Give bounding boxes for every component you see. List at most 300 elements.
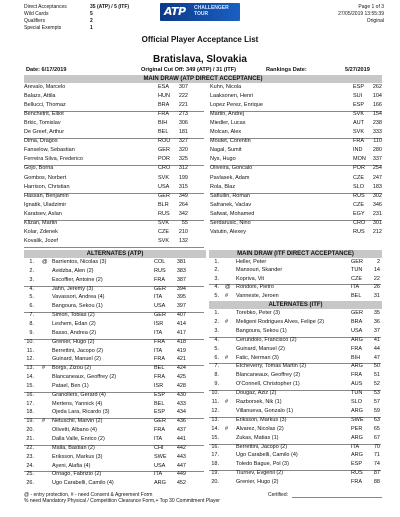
header-left bbox=[24, 4, 129, 32]
player-rank: 273 bbox=[178, 111, 188, 118]
player-row bbox=[210, 229, 382, 236]
player-name: Molcan, Alex bbox=[210, 129, 242, 136]
player-name: Tiurnev, Evgenii (2) bbox=[236, 470, 284, 477]
player-row bbox=[24, 383, 204, 390]
player-country: CZE bbox=[158, 228, 169, 235]
player-country: BIH bbox=[351, 354, 361, 361]
player-name: Avidzba, Alen (2) bbox=[52, 267, 94, 274]
player-name: Gombos, Norbert bbox=[24, 174, 67, 181]
player-row bbox=[24, 286, 204, 293]
player-country: ESP bbox=[154, 391, 166, 398]
player-row bbox=[24, 401, 204, 408]
player-country: FRA bbox=[154, 374, 165, 381]
player-row bbox=[24, 259, 204, 266]
list-title: Official Player Acceptance List bbox=[141, 35, 259, 44]
player-row bbox=[210, 202, 382, 209]
entry-number: 18. bbox=[211, 461, 219, 468]
player-name: Barrientos, Nicolas (3) bbox=[52, 259, 107, 265]
player-name: Eriksson, Markus (3) bbox=[236, 416, 287, 423]
player-country: SWE bbox=[154, 453, 167, 460]
player-country: ESP bbox=[353, 102, 365, 109]
player-row bbox=[24, 480, 204, 487]
player-name: Karatsev, Aslan bbox=[24, 210, 62, 217]
entry-number: 2. bbox=[29, 267, 34, 274]
player-name: De Greef, Arthur bbox=[24, 129, 65, 136]
entry-number: 2. bbox=[214, 318, 219, 325]
player-rank: 87 bbox=[373, 470, 380, 477]
player-rank: 419 bbox=[176, 347, 186, 354]
certified-signature-line bbox=[292, 497, 382, 498]
entry-number: 8. bbox=[29, 320, 34, 327]
player-country: GER bbox=[351, 259, 363, 265]
entry-number: 11. bbox=[26, 347, 34, 354]
player-rank: 421 bbox=[176, 356, 186, 363]
player-country: BRA bbox=[351, 318, 363, 325]
player-rank: 14 bbox=[373, 267, 380, 274]
player-name: Nagal, Sumit bbox=[210, 147, 242, 154]
player-rank: 434 bbox=[176, 409, 186, 416]
entry-number: 6. bbox=[29, 303, 34, 310]
player-name: Blancaneaux, Geoffrey (2) bbox=[236, 372, 301, 379]
player-rank: 247 bbox=[372, 174, 382, 181]
player-name: Safiullin, Roman bbox=[210, 192, 251, 199]
player-name: Bangoura, Sekou (1) bbox=[236, 327, 287, 334]
entry-number: 5. bbox=[29, 294, 34, 301]
player-name: Toledo Bague, Pol (3) bbox=[236, 461, 289, 468]
player-rank: 70 bbox=[373, 443, 380, 450]
player-rank: 337 bbox=[372, 156, 382, 163]
rankings-date-label: Rankings Date: bbox=[266, 67, 307, 73]
player-rank: 387 bbox=[176, 276, 186, 283]
player-name: Leshem, Edan (2) bbox=[52, 320, 96, 327]
player-rank: 407 bbox=[176, 312, 186, 319]
header-line-value: 1 bbox=[90, 25, 93, 31]
entry-number: 22. bbox=[26, 444, 34, 451]
player-name: Bellucci, Thomaz bbox=[24, 102, 66, 109]
player-country: BEL bbox=[154, 400, 165, 407]
player-country: ESP bbox=[351, 461, 363, 468]
player-rank: 333 bbox=[372, 129, 382, 136]
entry-number: 13. bbox=[26, 365, 34, 372]
player-row bbox=[209, 417, 381, 424]
player-name: Lopez Perez, Enrique bbox=[210, 102, 263, 109]
player-country: ARG bbox=[351, 336, 363, 343]
player-country: BRA bbox=[158, 102, 170, 109]
player-row bbox=[209, 363, 381, 370]
player-row bbox=[24, 184, 204, 191]
player-country: GER bbox=[158, 192, 170, 199]
player-name: Pavlasek, Adam bbox=[210, 174, 250, 181]
player-row bbox=[24, 193, 204, 200]
player-rank: 443 bbox=[176, 453, 186, 460]
player-name: Safwat, Mohamed bbox=[210, 210, 255, 217]
logo-mark: ATP bbox=[164, 5, 186, 18]
player-country: BEL bbox=[158, 129, 169, 136]
player-country: COL bbox=[154, 259, 166, 265]
player-country: IND bbox=[353, 147, 363, 154]
player-row bbox=[24, 418, 204, 425]
player-row bbox=[24, 339, 204, 346]
player-row bbox=[24, 454, 204, 461]
player-rank: 222 bbox=[178, 93, 188, 100]
player-row bbox=[209, 259, 381, 266]
player-name: Fanselow, Sebastian bbox=[24, 147, 75, 154]
player-row bbox=[24, 365, 204, 372]
entry-number: 17. bbox=[211, 452, 219, 459]
header-line-value: 5 bbox=[90, 11, 93, 17]
player-country: GER bbox=[158, 147, 170, 154]
player-row bbox=[209, 408, 381, 415]
player-row bbox=[209, 452, 381, 459]
entry-number: 19. bbox=[211, 470, 219, 477]
entry-number: 11. bbox=[211, 399, 219, 405]
player-row bbox=[209, 328, 381, 335]
player-rank: 449 bbox=[176, 471, 186, 478]
player-rank: 59 bbox=[373, 407, 380, 414]
player-name: Guinard, Manuel (2) bbox=[52, 356, 101, 363]
player-name: Dalla Valle, Enrico (2) bbox=[52, 436, 105, 442]
player-row bbox=[209, 461, 381, 468]
player-rank: 88 bbox=[373, 479, 380, 486]
player-row bbox=[24, 463, 204, 470]
player-country: USA bbox=[351, 327, 363, 334]
header-line-label: Direct Acceptances bbox=[24, 4, 67, 10]
player-rank: 52 bbox=[373, 381, 380, 388]
player-row bbox=[24, 229, 204, 236]
player-row bbox=[209, 337, 381, 344]
player-name: Blancaneaux, Geoffrey (2) bbox=[52, 374, 117, 381]
header-line-label: Special Exempts bbox=[24, 25, 62, 31]
entry-number: 4. bbox=[214, 284, 219, 291]
player-country: RUS bbox=[351, 470, 363, 477]
player-row bbox=[209, 426, 381, 433]
logo-text: CHALLENGER TOUR bbox=[194, 5, 229, 17]
player-rank: 51 bbox=[373, 372, 380, 379]
player-name: Serdarusic, Nino bbox=[210, 219, 251, 226]
player-country: ARG bbox=[351, 407, 363, 414]
player-rank: 327 bbox=[178, 138, 188, 145]
player-name: Fatic, Nerman (3) bbox=[236, 354, 279, 361]
player-rank: 67 bbox=[373, 434, 380, 441]
main-draw-header: MAIN DRAW (ATP DIRECT ACCEPTANCE) bbox=[24, 75, 382, 83]
player-name: Kolar, Zdenek bbox=[24, 228, 58, 235]
rankings-date: 5/27/2019 bbox=[345, 67, 370, 73]
player-name: Mertens, Yannick (4) bbox=[52, 400, 103, 407]
entry-number: 10. bbox=[211, 390, 219, 397]
player-row bbox=[24, 84, 204, 91]
entry-number: 5. bbox=[214, 292, 219, 299]
entry-flag: @ bbox=[225, 284, 231, 291]
player-country: CRO bbox=[158, 165, 171, 172]
player-name: Basso, Andrea (2) bbox=[52, 329, 97, 336]
player-country: TUN bbox=[351, 390, 363, 397]
player-row bbox=[209, 346, 381, 353]
player-country: HUN bbox=[158, 93, 170, 100]
player-rank: 346 bbox=[372, 201, 382, 208]
player-country: FRA bbox=[154, 356, 165, 363]
player-country: ITA bbox=[154, 347, 163, 354]
player-rank: 428 bbox=[176, 382, 186, 389]
player-rank: 154 bbox=[372, 111, 382, 118]
player-rank: 437 bbox=[176, 427, 186, 434]
player-name: Ferreira Silva, Frederico bbox=[24, 156, 83, 163]
player-rank: 231 bbox=[372, 210, 382, 217]
player-country: ESP bbox=[154, 409, 166, 416]
player-name: Alvarez, Nicolas (2) bbox=[236, 425, 284, 432]
entry-number: 1. bbox=[214, 310, 219, 316]
player-row bbox=[209, 435, 381, 442]
player-row bbox=[209, 284, 381, 291]
player-country: EGY bbox=[353, 210, 365, 217]
player-country: ITA bbox=[154, 294, 163, 301]
player-rank: 414 bbox=[176, 320, 186, 327]
player-country: MON bbox=[353, 156, 366, 163]
player-row bbox=[209, 355, 381, 362]
player-rank: 436 bbox=[176, 418, 186, 425]
player-country: ITA bbox=[154, 471, 163, 478]
page-number: Page 1 of 3 bbox=[358, 4, 384, 10]
player-row bbox=[24, 102, 204, 109]
player-rank: 349 bbox=[178, 192, 188, 199]
player-name: Borgs, Zizou (2) bbox=[52, 365, 92, 372]
player-name: Nys, Hugo bbox=[210, 156, 236, 163]
player-row bbox=[24, 348, 204, 355]
player-name: Kopriva, Vit bbox=[236, 275, 265, 282]
player-row bbox=[24, 356, 204, 363]
player-country: FRA bbox=[353, 138, 364, 145]
player-country: RUS bbox=[353, 228, 365, 235]
player-rank: 342 bbox=[178, 210, 188, 217]
player-rank: 22 bbox=[373, 275, 380, 282]
player-rank: 31 bbox=[373, 292, 380, 299]
footer-note-1: @ - entry protection, # - need Consent & Agreement Form bbox=[24, 492, 153, 498]
entry-number: 7. bbox=[29, 312, 34, 319]
player-name: O'Connell, Christopher (1) bbox=[236, 381, 300, 388]
player-country: GER bbox=[154, 312, 166, 319]
player-country: RUS bbox=[154, 267, 166, 274]
player-name: Grenier, Hugo (2) bbox=[236, 479, 279, 486]
entry-number: 24. bbox=[26, 462, 34, 469]
entry-number: 4. bbox=[29, 285, 34, 292]
entry-number: 10. bbox=[26, 338, 34, 345]
player-rank: 2 bbox=[376, 259, 380, 265]
player-country: BEL bbox=[351, 292, 362, 299]
player-country: CZE bbox=[351, 275, 362, 282]
player-rank: 394 bbox=[176, 285, 186, 292]
player-country: SUI bbox=[353, 93, 363, 100]
entry-number: 16. bbox=[211, 443, 219, 450]
player-rank: 210 bbox=[178, 228, 188, 235]
player-name: Martin, Andrej bbox=[210, 111, 244, 118]
player-country: USA bbox=[158, 183, 170, 190]
player-rank: 238 bbox=[372, 120, 382, 127]
entry-flag: # bbox=[225, 354, 229, 361]
player-rank: 63 bbox=[373, 416, 380, 423]
player-rank: 50 bbox=[373, 363, 380, 370]
entry-number: 1. bbox=[29, 259, 34, 265]
alternates-itf-header: ALTERNATES (ITF) bbox=[209, 301, 382, 309]
entry-number: 15. bbox=[211, 434, 219, 441]
player-row bbox=[24, 120, 204, 127]
player-country: ROU bbox=[158, 138, 171, 145]
entry-flag: # bbox=[225, 425, 229, 432]
player-name: Torebko, Peter (3) bbox=[236, 310, 281, 316]
player-name: Simon, Tobias (2) bbox=[52, 312, 95, 319]
player-country: ESP bbox=[353, 84, 365, 90]
player-name: Oliveira, Goncalo bbox=[210, 165, 253, 172]
player-row bbox=[24, 220, 204, 227]
player-country: SVK bbox=[353, 129, 365, 136]
cutoff: Original Cut Off: 349 (ATP) / 31 (ITF) bbox=[141, 67, 236, 73]
player-name: Ugo Carabelli, Camilo (4) bbox=[52, 480, 114, 487]
player-row bbox=[24, 294, 204, 301]
player-rank: 53 bbox=[373, 390, 380, 397]
player-country: ITA bbox=[351, 284, 360, 291]
player-name: Ugo Carabelli, Camilo (4) bbox=[236, 452, 298, 459]
player-row bbox=[209, 310, 381, 317]
player-row bbox=[24, 312, 204, 319]
entry-flag: # bbox=[42, 418, 46, 425]
player-row bbox=[210, 147, 382, 154]
player-rank: 452 bbox=[176, 480, 186, 487]
player-rank: 383 bbox=[176, 267, 186, 274]
player-row bbox=[24, 409, 204, 416]
player-rank: 442 bbox=[176, 444, 186, 451]
player-row bbox=[210, 102, 382, 109]
player-rank: 262 bbox=[372, 84, 382, 90]
player-row bbox=[210, 175, 382, 182]
player-name: Villanueva, Gonzalo (1) bbox=[236, 407, 294, 414]
player-country: RUS bbox=[353, 192, 365, 199]
entry-number: 17. bbox=[26, 400, 34, 407]
entry-number: 9. bbox=[29, 329, 34, 336]
player-country: ESA bbox=[158, 84, 170, 90]
player-rank: 55 bbox=[181, 219, 188, 226]
player-rank: 325 bbox=[178, 156, 188, 163]
player-name: Safranek, Vaclav bbox=[210, 201, 252, 208]
player-rank: 183 bbox=[372, 183, 382, 190]
player-rank: 395 bbox=[176, 294, 186, 301]
player-country: FRA bbox=[351, 479, 362, 486]
player-name: Escoffier, Antoine (2) bbox=[52, 276, 103, 283]
player-rank: 35 bbox=[373, 310, 380, 316]
player-name: Jahn, Jeremy (3) bbox=[52, 285, 94, 292]
player-country: ARG bbox=[351, 363, 363, 370]
player-row bbox=[24, 374, 204, 381]
player-country: USA bbox=[154, 462, 166, 469]
player-row bbox=[210, 211, 382, 218]
player-name: Dima, Dragos bbox=[24, 138, 58, 145]
tournament-date: Date: 6/17/2019 bbox=[26, 67, 67, 73]
player-name: Vanneste, Jeroen bbox=[236, 292, 279, 299]
entry-number: 26. bbox=[26, 480, 34, 487]
row-divider bbox=[24, 247, 204, 248]
player-country: PER bbox=[351, 425, 363, 432]
player-country: SVK bbox=[158, 174, 170, 181]
player-name: Ornago, Fabrizio (2) bbox=[52, 471, 102, 478]
player-country: ISR bbox=[154, 320, 164, 327]
player-country: FRA bbox=[351, 372, 362, 379]
player-name: Rondoni, Pietro bbox=[236, 284, 274, 291]
player-name: Granollers, Gerard (4) bbox=[52, 391, 106, 398]
player-row bbox=[209, 276, 381, 283]
player-country: CZE bbox=[353, 201, 364, 208]
player-row bbox=[24, 138, 204, 145]
player-rank: 417 bbox=[176, 329, 186, 336]
entry-number: 25. bbox=[26, 471, 34, 478]
player-name: Moutet, Corentin bbox=[210, 138, 251, 145]
player-country: USA bbox=[154, 303, 166, 310]
player-row bbox=[210, 184, 382, 191]
player-country: TUN bbox=[351, 267, 363, 274]
player-name: Brkic, Tomislav bbox=[24, 120, 61, 127]
header-line-label: Wild Cards bbox=[24, 11, 49, 17]
player-country: SVK bbox=[158, 237, 170, 244]
entry-number: 3. bbox=[214, 275, 219, 282]
player-country: BEL bbox=[154, 365, 165, 372]
player-country: CHI bbox=[154, 444, 164, 451]
player-row bbox=[210, 120, 382, 127]
player-row bbox=[24, 238, 204, 245]
player-row bbox=[209, 381, 381, 388]
header-line-value: 35 (ATP) / 5 (ITF) bbox=[90, 4, 130, 10]
player-rank: 424 bbox=[176, 365, 186, 372]
player-rank: 280 bbox=[372, 147, 382, 154]
player-name: Eriksson, Markus (3) bbox=[52, 453, 103, 460]
header-line bbox=[24, 4, 129, 11]
player-country: ISR bbox=[154, 382, 164, 389]
entry-number: 3. bbox=[214, 327, 219, 334]
entry-number: 14. bbox=[26, 374, 34, 381]
entry-number: 7. bbox=[214, 363, 219, 370]
player-rank: 132 bbox=[178, 237, 188, 244]
player-rank: 301 bbox=[372, 219, 382, 226]
main-draw-itf-header: MAIN DRAW (ITF DIRECT ACCEPTANCE) bbox=[209, 250, 382, 258]
entry-number: 8. bbox=[214, 372, 219, 379]
footer-note-2: % need Mandatory Physical / Competition Clearance Form,+ Top 30 Commitment Player bbox=[24, 498, 220, 504]
player-rank: 447 bbox=[176, 462, 186, 469]
player-row bbox=[24, 427, 204, 434]
entry-number: 15. bbox=[26, 382, 34, 389]
entry-number: 3. bbox=[29, 276, 34, 283]
entry-number: 21. bbox=[26, 436, 34, 442]
player-country: SLO bbox=[353, 183, 365, 190]
player-name: Meligeni Rodrigues Alves, Felipe (2) bbox=[236, 318, 325, 325]
player-country: AUT bbox=[353, 120, 364, 127]
player-country: FRA bbox=[154, 276, 165, 283]
player-row bbox=[24, 321, 204, 328]
entry-number: 16. bbox=[26, 391, 34, 398]
header-line bbox=[24, 11, 129, 18]
player-row bbox=[24, 111, 204, 118]
player-row bbox=[210, 220, 382, 227]
player-rank: 381 bbox=[176, 259, 186, 265]
entry-number: 4. bbox=[214, 336, 219, 343]
player-country: ARG bbox=[351, 452, 363, 459]
player-name: Benchetrit, Elliot bbox=[24, 111, 64, 118]
player-rank: 315 bbox=[178, 183, 188, 190]
player-row bbox=[24, 175, 204, 182]
player-country: CRO bbox=[353, 219, 366, 226]
player-country: SWE bbox=[351, 416, 364, 423]
player-row bbox=[210, 111, 382, 118]
player-name: Etcheverry, Tomas Martin (2) bbox=[236, 363, 307, 370]
header-line bbox=[24, 25, 129, 32]
player-row bbox=[24, 156, 204, 163]
player-name: Klizan, Martin bbox=[24, 219, 58, 226]
player-name: Ojeda Lara, Ricardo (3) bbox=[52, 409, 110, 416]
player-row bbox=[209, 390, 381, 397]
